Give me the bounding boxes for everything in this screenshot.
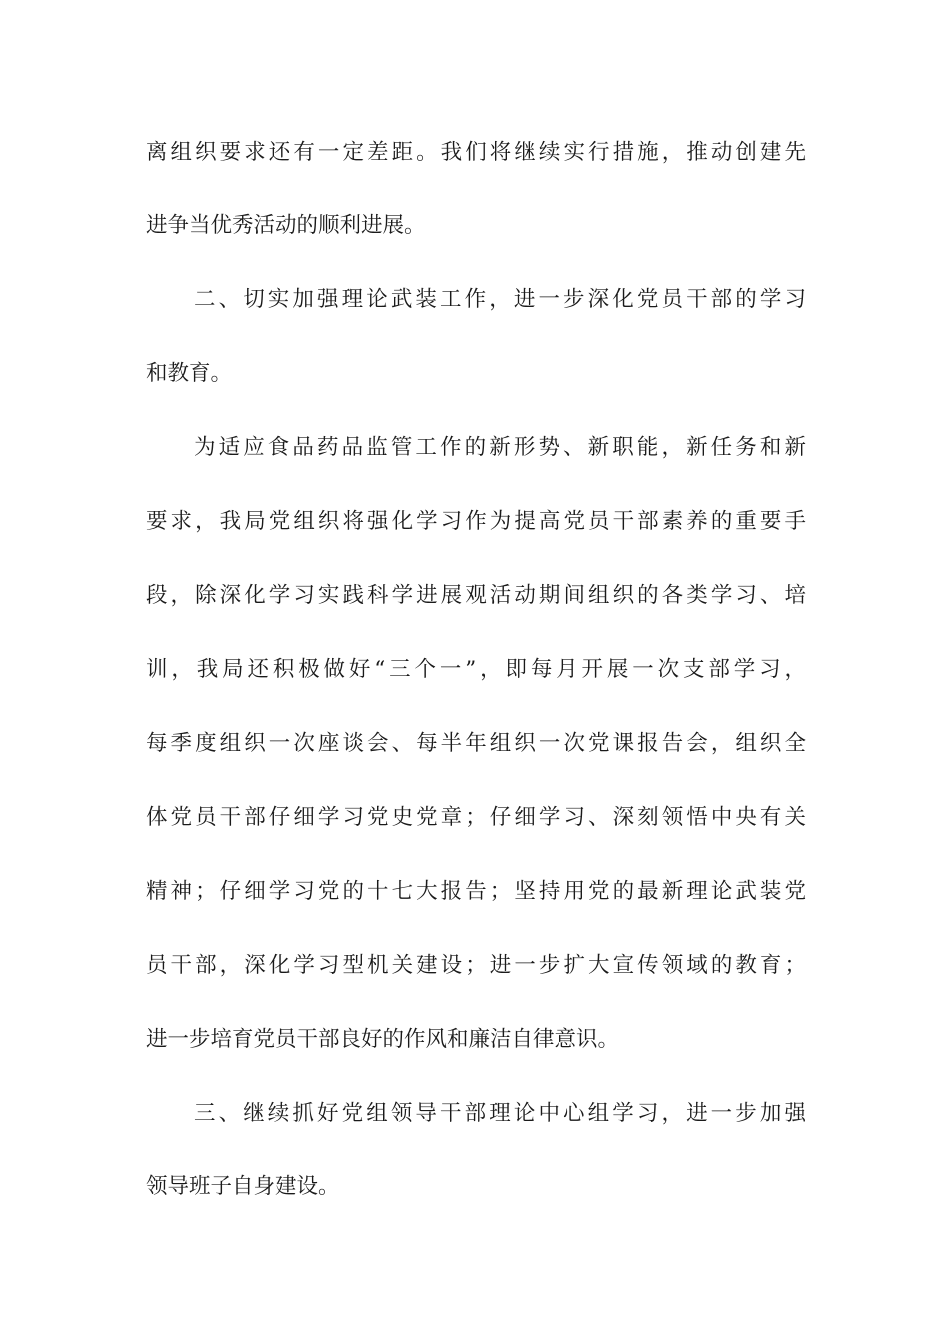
section-heading-line: 和教育。: [146, 361, 233, 386]
body-text-line: 为适应食品药品监管工作的新形势、新职能，新任务和新: [194, 435, 806, 460]
body-text-line: 精神；仔细学习党的十七大报告；坚持用党的最新理论武装党: [146, 879, 806, 904]
body-text-line: 每季度组织一次座谈会、每半年组织一次党课报告会，组织全: [146, 731, 806, 756]
body-text-line: 要求，我局党组织将强化学习作为提高党员干部素养的重要手: [146, 509, 806, 534]
body-text-line: 进争当优秀活动的顺利进展。: [146, 213, 426, 238]
body-text-line: 体党员干部仔细学习党史党章；仔细学习、深刻领悟中央有关: [146, 805, 806, 830]
section-heading-line: 二、切实加强理论武装工作，进一步深化党员干部的学习: [194, 287, 806, 312]
section-heading-line: 领导班子自身建设。: [146, 1174, 340, 1199]
body-text-line: 离组织要求还有一定差距。我们将继续实行措施，推动创建先: [146, 140, 806, 165]
section-heading-line: 三、继续抓好党组领导干部理论中心组学习，进一步加强: [194, 1101, 806, 1126]
body-text-line: 段，除深化学习实践科学进展观活动期间组织的各类学习、培: [146, 583, 806, 608]
body-text-line: 员干部，深化学习型机关建设；进一步扩大宣传领域的教育；: [146, 953, 806, 978]
body-text-line: 训，我局还积极做好“三个一”，即每月开展一次支部学习，: [146, 657, 806, 682]
body-text-line: 进一步培育党员干部良好的作风和廉洁自律意识。: [146, 1027, 620, 1052]
